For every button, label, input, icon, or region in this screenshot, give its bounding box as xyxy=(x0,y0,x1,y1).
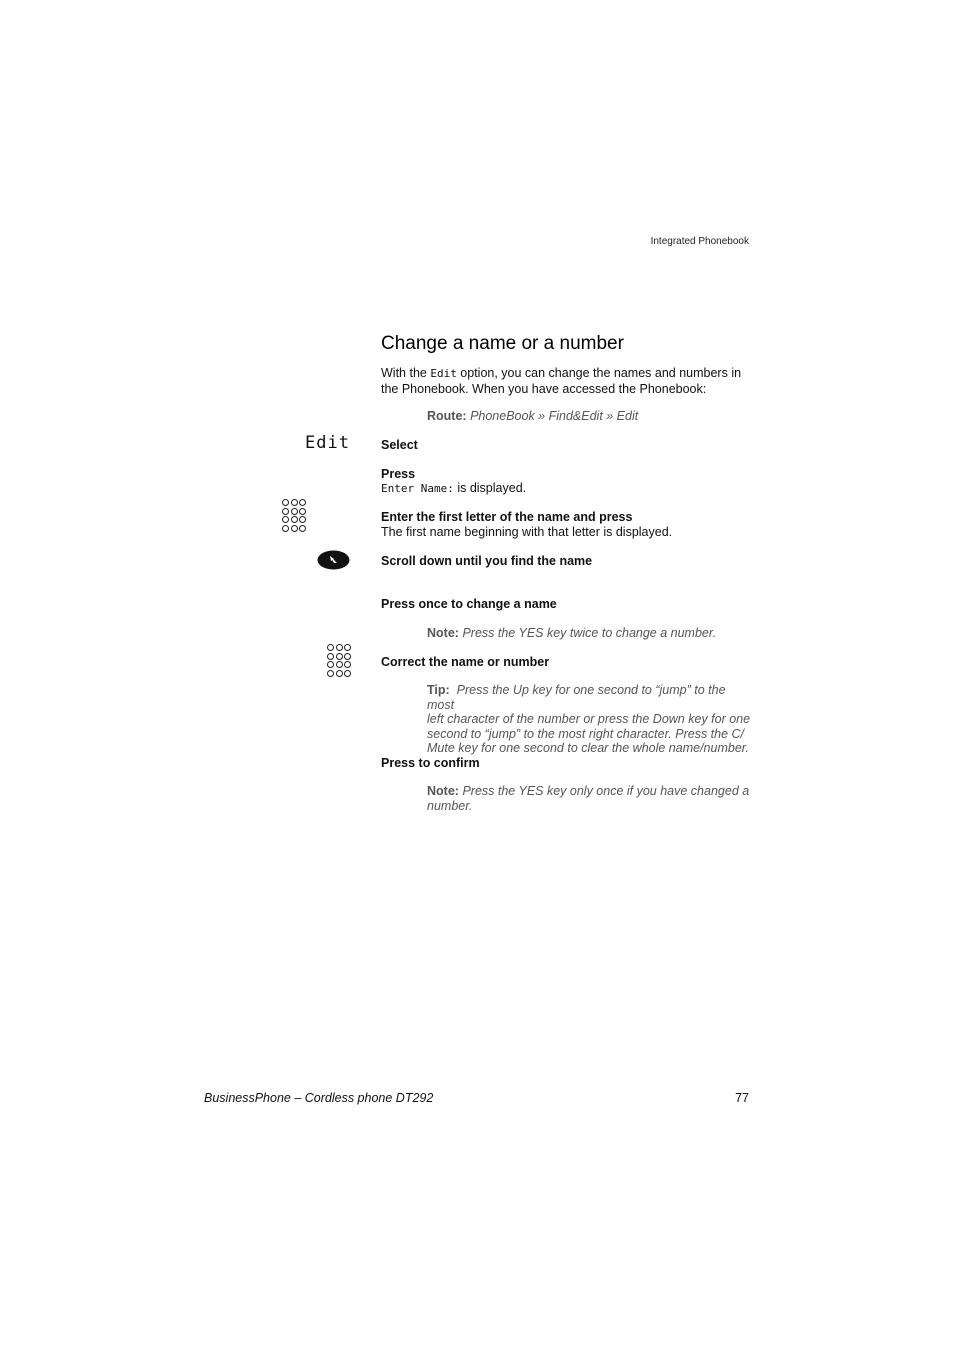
note-2-line: Note: Press the YES key only once if you have changed a xyxy=(427,784,750,798)
step-scroll: Scroll down until you find the name xyxy=(381,554,593,568)
note-1-text: Press the YES key twice to change a number. xyxy=(462,626,717,640)
tip-line: Tip: Press the Up key for one second to “jump” to the most xyxy=(427,683,726,712)
note-2-line: number. xyxy=(427,798,473,813)
route-path: PhoneBook » Find&Edit » Edit xyxy=(470,409,639,423)
intro-line-2: the Phonebook. When you have accessed the Phonebook: xyxy=(381,381,707,396)
note-2-label: Note: xyxy=(427,784,459,798)
tip-block xyxy=(427,683,752,756)
edit-code: Edit xyxy=(430,367,457,380)
step-enter-letter: Enter the first letter of the name and press xyxy=(381,510,633,524)
running-header: Integrated Phonebook xyxy=(650,236,749,247)
intro-paragraph xyxy=(381,366,751,396)
step-correct: Correct the name or number xyxy=(381,655,550,669)
step-confirm: Press to confirm xyxy=(381,756,480,770)
step-select: Select xyxy=(381,438,418,452)
route-label: Route: xyxy=(427,409,467,423)
navigation-key-icon xyxy=(317,550,350,570)
keypad-icon xyxy=(327,644,351,677)
tip-line: second to “jump” to the most right character. Press the C/ xyxy=(427,726,745,741)
note-1 xyxy=(427,626,716,641)
step-press-display: Enter Name: is displayed. xyxy=(381,481,527,495)
step-enter-letter-desc: The first name beginning with that letter is displayed. xyxy=(381,525,673,539)
step-press-once: Press once to change a name xyxy=(381,597,557,611)
tip-line: left character of the number or press the Down key for one xyxy=(427,712,751,726)
tip-label: Tip: xyxy=(427,683,450,697)
page-title: Change a name or a number xyxy=(381,333,624,354)
intro-line-1: With the Edit option, you can change the names and numbers in xyxy=(381,366,742,380)
tip-line: Mute key for one second to clear the whole name/number. xyxy=(427,741,749,755)
note-2 xyxy=(427,784,752,813)
enter-name-code: Enter Name: xyxy=(381,482,454,495)
step-press: Press xyxy=(381,467,416,481)
route-line xyxy=(427,409,638,424)
note-1-label: Note: xyxy=(427,626,459,640)
page-number: 77 xyxy=(735,1091,749,1105)
lcd-edit-icon: Edit xyxy=(305,433,350,453)
footer-title: BusinessPhone – Cordless phone DT292 xyxy=(204,1091,434,1105)
keypad-icon xyxy=(282,499,306,532)
